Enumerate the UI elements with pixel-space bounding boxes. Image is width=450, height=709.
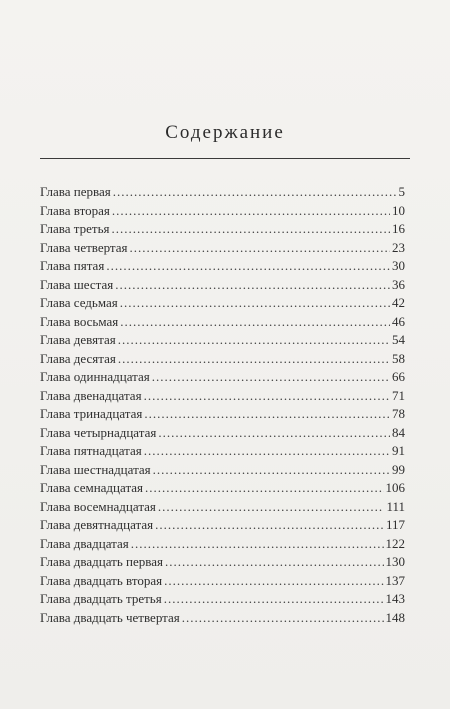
toc-entry (40, 591, 405, 610)
toc-dot-leader (111, 221, 390, 237)
toc-entry (40, 425, 405, 444)
toc-entry (40, 277, 405, 296)
toc-dot-leader (106, 258, 390, 274)
toc-entry-page: 91 (392, 443, 405, 458)
toc-entry-page: 46 (392, 313, 405, 329)
toc-entry-label: Глава первая (40, 184, 111, 199)
toc-dot-leader (145, 480, 383, 496)
toc-dot-leader (115, 277, 390, 293)
toc-dot-leader (118, 332, 390, 348)
toc-dot-leader (131, 536, 384, 552)
toc-entry-page: 30 (392, 258, 405, 273)
toc-entry-page: 16 (392, 221, 405, 236)
toc-entry-page: 148 (385, 609, 405, 625)
toc-entry (40, 462, 405, 481)
toc-entry (40, 184, 405, 203)
toc-entry (40, 554, 405, 573)
toc-entry-label: Глава девятая (40, 332, 116, 347)
toc-dot-leader (113, 184, 397, 200)
toc-entry (40, 480, 405, 499)
toc-entry-page: 78 (392, 406, 405, 421)
toc-entry-label: Глава шестая (40, 276, 114, 292)
toc-entry (40, 536, 405, 555)
toc-entry-page: 58 (392, 350, 405, 366)
toc-entry-label: Глава третья (40, 221, 110, 236)
toc-entry (40, 499, 405, 518)
toc-entry-page: 84 (392, 424, 405, 440)
toc-entry-page: 143 (385, 591, 405, 606)
toc-entry (40, 573, 405, 592)
toc-entry (40, 351, 405, 370)
toc-entry-page: 130 (385, 554, 405, 569)
toc-dot-leader (130, 240, 390, 256)
toc-entry (40, 443, 405, 462)
table-of-contents (40, 184, 405, 628)
toc-entry-page: 42 (392, 295, 405, 310)
toc-entry-page: 36 (392, 276, 405, 292)
toc-entry-label: Глава двадцать третья (40, 591, 162, 606)
toc-entry (40, 388, 405, 407)
toc-entry (40, 258, 405, 277)
toc-entry-label: Глава шестнадцатая (40, 461, 151, 477)
toc-entry-label: Глава девятнадцатая (40, 517, 154, 532)
toc-entry-label: Глава пятнадцатая (40, 443, 142, 458)
toc-entry (40, 314, 405, 333)
toc-entry (40, 221, 405, 240)
toc-entry (40, 369, 405, 388)
toc-entry (40, 240, 405, 259)
toc-entry-label: Глава двадцать вторая (40, 572, 163, 588)
toc-entry-page: 10 (392, 202, 405, 218)
toc-entry-label: Глава двадцать первая (40, 554, 163, 569)
toc-entry-page: 54 (392, 332, 405, 347)
toc-dot-leader (118, 351, 390, 367)
toc-entry (40, 203, 405, 222)
toc-dot-leader (155, 517, 384, 533)
toc-entry (40, 295, 405, 314)
toc-entry-label: Глава четырнадцатая (40, 424, 157, 440)
toc-entry-label: Глава двадцать четвертая (40, 609, 180, 625)
toc-entry-page: 5 (398, 184, 405, 199)
toc-entry-label: Глава одиннадцатая (40, 369, 150, 384)
toc-entry-label: Глава восьмая (40, 313, 119, 329)
toc-entry-label: Глава пятая (40, 258, 105, 273)
page-title: Содержание (165, 122, 285, 143)
toc-entry-label: Глава тринадцатая (40, 406, 143, 421)
toc-entry-page: 122 (385, 535, 405, 551)
toc-entry-page: 111 (386, 498, 405, 514)
toc-entry-label: Глава вторая (40, 202, 110, 218)
toc-entry-label: Глава семнадцатая (40, 480, 144, 495)
toc-dot-leader (153, 462, 390, 478)
toc-entry-page: 23 (392, 239, 405, 255)
toc-entry (40, 332, 405, 351)
toc-entry-label: Глава седьмая (40, 295, 118, 310)
toc-dot-leader (164, 591, 384, 607)
toc-entry-label: Глава восемнадцатая (40, 498, 156, 514)
toc-entry-page: 106 (385, 480, 405, 495)
toc-dot-leader (158, 425, 390, 441)
toc-entry-label: Глава четвертая (40, 239, 128, 255)
toc-dot-leader (112, 203, 390, 219)
toc-entry (40, 517, 405, 536)
toc-entry-label: Глава десятая (40, 350, 116, 366)
toc-entry-label: Глава двенадцатая (40, 387, 142, 403)
toc-entry-page: 71 (392, 387, 405, 403)
toc-entry-page: 99 (392, 461, 405, 477)
toc-entry-page: 66 (392, 369, 405, 384)
toc-entry-page: 137 (385, 572, 405, 588)
toc-dot-leader (120, 295, 390, 311)
toc-dot-leader (152, 369, 390, 385)
toc-entry-label: Глава двадцатая (40, 535, 129, 551)
toc-entry-page: 117 (385, 517, 405, 532)
toc-dot-leader (165, 554, 384, 570)
title-divider (40, 158, 410, 159)
toc-dot-leader (164, 573, 383, 589)
toc-dot-leader (144, 443, 390, 459)
toc-entry (40, 406, 405, 425)
toc-dot-leader (144, 406, 390, 422)
toc-dot-leader (182, 610, 384, 626)
toc-dot-leader (158, 499, 385, 515)
toc-entry (40, 610, 405, 629)
toc-dot-leader (144, 388, 390, 404)
toc-dot-leader (120, 314, 390, 330)
